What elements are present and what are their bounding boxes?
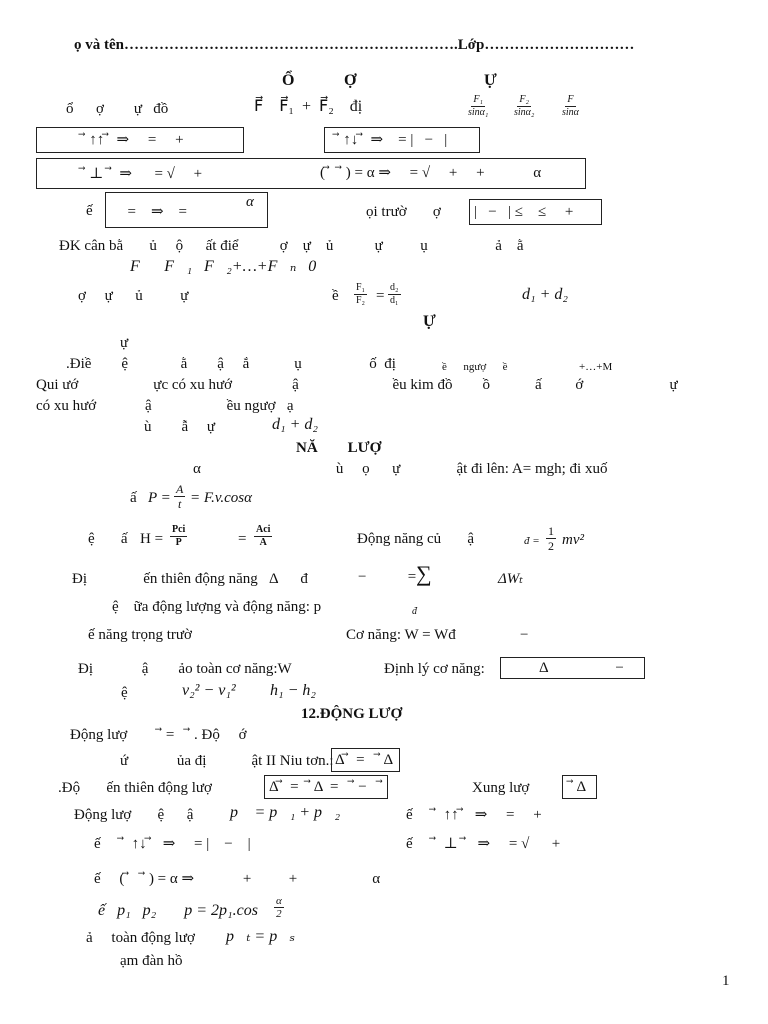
box-range-text: | − | ≤ ≤ + — [474, 204, 574, 220]
moment-condition-right: ề ngượ ề +…+M — [442, 361, 613, 373]
equal-forces-label: ế — [86, 203, 93, 219]
box-impulse-text: ⃗ Δ — [565, 779, 587, 795]
relation2-label: ệ — [121, 685, 128, 701]
box-mech-theorem-text: Δ − — [539, 660, 624, 676]
ratio-fraction: $\frac{\text{F₂}}{\text{sinα₂}}$ — [514, 94, 535, 118]
momentum-conservation-formula: p⃗ₜ = p⃗ₛ — [226, 928, 296, 945]
kinetic-theorem-rhs: − = — [358, 569, 417, 585]
kinetic-fraction: $\frac{1}{2}$ — [548, 524, 554, 553]
box-angle-text: ( ⃗ ⃗ ) = α ⇒ = √ + + α — [320, 165, 542, 181]
kinetic-theorem-text: Đị ến thiên động năng Δ đ — [72, 571, 308, 587]
equilibrium-condition-text: ĐK cân bằ ủ ộ ất điể ợ ự ủ ự ụ ả ằ — [59, 238, 524, 254]
potential-energy-text: ế năng trọng trườ — [88, 627, 192, 643]
box-range — [469, 199, 602, 225]
elastic-collision-text: ạm đàn hồ — [120, 953, 183, 969]
case-equal-momentum: ế p₁ p₂ p = 2p₁.cos — [98, 902, 258, 919]
moment-condition-text: .Điề ệ ằ ậ ắ ụ ố đị — [66, 356, 396, 372]
ratio-fraction: $\frac{\text{F₁}}{\text{sinα₁}}$ — [468, 94, 489, 118]
force-resultant-formula: F⃗ F⃗₁ + F⃗₂ đị — [254, 98, 363, 115]
force-resultant-text: ổ ợ ự đồ — [66, 101, 169, 117]
parallel-fraction-right: $\frac{\text{d₂}}{\text{d₁}}$ — [390, 282, 399, 306]
box-same-direction-text: ⃗ ↑↑ ⃗ ⇒ = + — [77, 132, 184, 148]
kinetic-formula-rhs: mv² — [562, 532, 584, 548]
momentum-kinetic-relation: ệ ữa động lượng và động năng: p — [112, 599, 322, 615]
section-title-fragment: Ợ — [344, 72, 357, 89]
system-momentum-formula: p⃗ = p⃗₁ + p⃗₂ — [230, 804, 341, 821]
efficiency-label: ệ ấ — [88, 531, 128, 547]
equilibrium-formula: F⃗ F⃗₁ F⃗₂+…+F⃗ₙ 0⃗ — [130, 258, 329, 275]
efficiency-fraction-1: Pci P — [172, 524, 186, 548]
moment-text: ự — [120, 335, 129, 351]
case-perpendicular: ế ⃗ ⊥ ⃗ ⇒ = √ + — [406, 836, 561, 852]
box-newton-form-text: Δ ⃗ = ⃗ Δ — [335, 752, 394, 768]
sign-convention-text-2: có xu hướ ậ ều ngượ ạ — [36, 398, 294, 414]
page-number: 1 — [722, 973, 730, 989]
impulse-label: Xung lượ — [472, 780, 530, 796]
arm-formula: d₁ + d₂ — [272, 416, 318, 433]
range-label: ọi trườ ợ — [366, 204, 441, 220]
efficiency-H: H = — [140, 531, 164, 547]
box-momentum-change — [264, 775, 388, 799]
newton-second-law-text: ứ ủa đị ật II Niu tơn.: — [120, 753, 334, 769]
box-opposite-direction — [324, 127, 480, 153]
momentum-change-text: .Độ ến thiên động lượ — [58, 780, 212, 796]
box-same-direction — [36, 127, 244, 153]
parallel-equals: = — [376, 288, 385, 304]
sign-convention-text: Qui ướ ực có xu hướ ậ ều kim đồ ồ ấ ớ ự — [36, 377, 678, 393]
section-title-fragment: Ổ — [282, 72, 295, 89]
system-momentum-text: Động lượ ệ ậ — [74, 807, 194, 823]
power-formula-lhs: P = — [148, 490, 171, 506]
parallel-fraction-left: $\frac{\text{F₁}}{\text{F₂}}$ — [356, 282, 366, 306]
relation2-formula: v₂² − v₁² — [182, 682, 236, 699]
parallel-condition-label: ề — [332, 288, 339, 304]
parallel-forces-text: ợ ự ủ ự — [78, 288, 189, 304]
ratio-fraction: $\frac{F}{\sin\alpha}$ — [562, 94, 579, 118]
box-opposite-direction-text: ⃗ ↑↓ ⃗ ⇒ = | − | — [331, 132, 448, 148]
energy-title: NĂ LƯỢ — [296, 440, 382, 456]
case-angle: ế ( ⃗ ⃗ ) = α ⇒ + + α — [94, 871, 381, 887]
box-mech-theorem — [500, 657, 645, 679]
moment-title: Ự — [423, 313, 436, 330]
name-class-line: ọ và tên………………………………………………………….Lớp………………………… — [74, 37, 635, 53]
efficiency-eq: = — [238, 531, 247, 547]
section-title-fragment: Ự — [484, 72, 497, 89]
box-newton-form — [331, 748, 400, 772]
box-equal-forces-text: = ⇒ = — [120, 204, 187, 220]
box-impulse — [562, 775, 597, 799]
case-same-direction: ế ⃗ ↑↑ ⃗ ⇒ = + — [406, 807, 542, 823]
case-equal-fraction: $\frac{\alpha}{2}$ — [276, 895, 282, 920]
efficiency-fraction-2: Aci A — [256, 524, 271, 548]
momentum-conservation-text: ả toàn động lượ — [86, 930, 195, 946]
kinetic-theorem-work: ΔWₜ — [498, 571, 523, 587]
work-text: α ù ọ ự ật đi lên: A= mgh; đi xuố — [193, 461, 608, 477]
box-equal-forces-alpha: α — [246, 194, 254, 210]
kinetic-formula-lhs: đ = — [524, 535, 540, 547]
box-perpendicular-text: ⃗ ⊥ ⃗ ⇒ = √ + — [77, 166, 203, 182]
conservation-energy-text: Đị ậ ảo toàn cơ năng:W — [78, 661, 292, 677]
sum-symbol: ∑ — [416, 561, 432, 586]
power-fraction: $\frac{A}{t}$ — [176, 482, 184, 511]
arm-text: ù ẫ ự — [144, 419, 216, 435]
momentum-title: 12.ĐỘNG LƯỢ — [301, 706, 403, 722]
relation-subscript: đ — [412, 606, 417, 617]
power-label: ấ — [130, 490, 137, 506]
parallel-distance-sum: d₁ + d₂ — [522, 286, 568, 303]
case-opposite-direction: ế ⃗ ↑↓ ⃗ ⇒ = | − | — [94, 836, 251, 852]
relation2-height: h₁ − h₂ — [270, 682, 316, 699]
mechanical-energy-text: Cơ năng: W = Wđ — [346, 627, 456, 643]
box-equal-forces — [105, 192, 268, 228]
mech-theorem-label: Định lý cơ năng: — [384, 661, 485, 677]
box-momentum-change-text: Δ ⃗ = ⃗ Δ = ⃗ − ⃗ — [269, 779, 383, 795]
power-formula-rhs: = F.v.cosα — [190, 490, 253, 506]
momentum-definition: Động lượ ⃗ = ⃗ . Độ ớ — [70, 727, 247, 743]
mechanical-energy-minus: − — [520, 627, 529, 643]
kinetic-energy-label: Động năng củ ậ — [357, 531, 475, 547]
